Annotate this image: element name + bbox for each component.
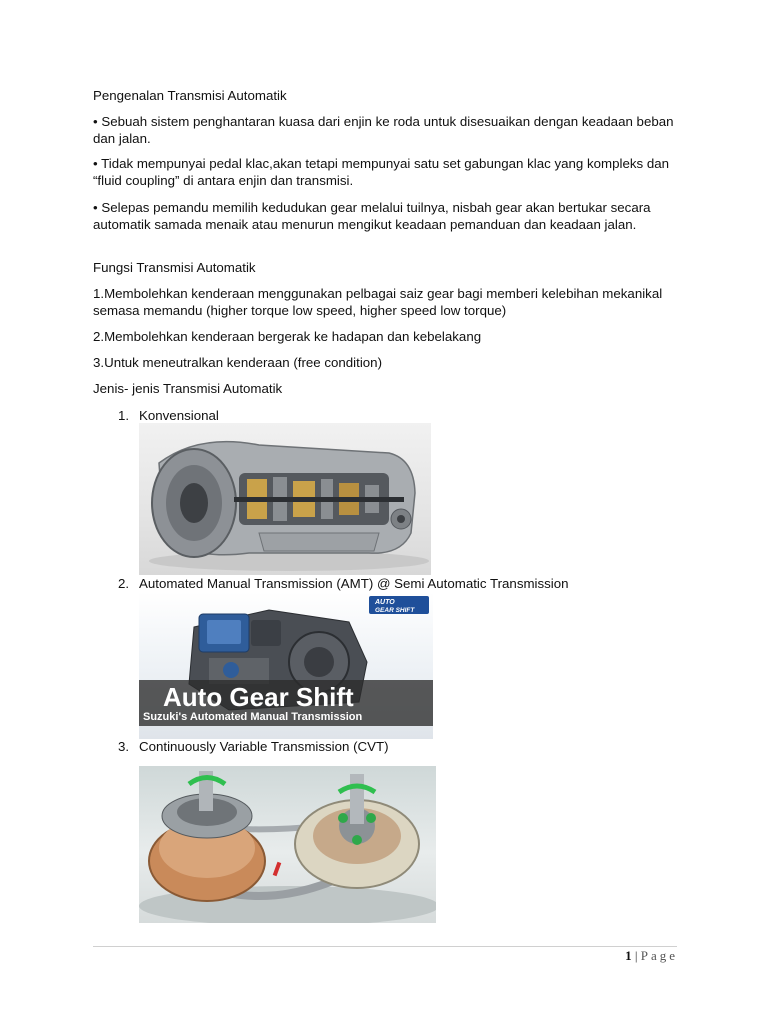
transmission-cutaway-illustration	[139, 423, 431, 575]
jenis-item-3	[118, 739, 678, 756]
intro-bullet-2: • Tidak mempunyai pedal klac,akan tetapi mempunyai satu set gabungan klac yang kompleks dan “fluid coupling” di antara enjin dan transmisi.	[93, 156, 670, 188]
cvt-transmission-image	[139, 766, 436, 923]
fungsi-item-1: 1.Membolehkan kenderaan menggunakan pelbagai saiz gear bagi memberi kelebihan mekanikal semasa memandu (higher torque low speed, higher speed low torque)	[93, 286, 663, 318]
list-number: 3.	[118, 739, 130, 754]
list-number: 2.	[118, 576, 130, 591]
heading-fungsi: Fungsi Transmisi Automatik	[93, 260, 256, 275]
intro-bullet-1: • Sebuah sistem penghantaran kuasa dari enjin ke roda untuk disesuaikan dengan keadaan beban dan jalan.	[93, 114, 674, 146]
footer-divider	[93, 946, 677, 947]
heading-pengenalan: Pengenalan Transmisi Automatik	[93, 88, 287, 103]
jenis-item-2	[118, 576, 678, 593]
badge-line2: GEAR SHIFT	[375, 607, 415, 614]
banner-title: Auto Gear Shift	[163, 682, 354, 712]
footer-separator: |	[634, 948, 638, 963]
amt-transmission-image	[139, 592, 433, 739]
list-label: Konvensional	[139, 408, 219, 423]
list-label: Automated Manual Transmission (AMT) @ Semi Automatic Transmission	[139, 576, 569, 591]
page-number: 1	[625, 948, 632, 963]
intro-bullet-3: • Selepas pemandu memilih kedudukan gear melalui tuilnya, nisbah gear akan bertukar secara automatik samada menaik atau menurun mengikut keadaan pemanduan dan keadaan jalan.	[93, 200, 651, 232]
banner-subtitle: Suzuki's Automated Manual Transmission	[143, 711, 363, 723]
fungsi-item-2: 2.Membolehkan kenderaan bergerak ke hadapan dan kebelakang	[93, 329, 482, 344]
page-footer	[560, 948, 678, 965]
conventional-transmission-image	[139, 423, 431, 575]
heading-jenis: Jenis- jenis Transmisi Automatik	[93, 381, 283, 396]
list-label: Continuously Variable Transmission (CVT)	[139, 739, 389, 754]
fungsi-item-3: 3.Untuk meneutralkan kenderaan (free condition)	[93, 355, 383, 370]
badge-line1: AUTO	[375, 599, 395, 606]
list-number: 1.	[118, 408, 130, 423]
page-label: Page	[640, 948, 678, 963]
amt-illustration	[139, 592, 433, 739]
cvt-illustration	[139, 766, 436, 923]
